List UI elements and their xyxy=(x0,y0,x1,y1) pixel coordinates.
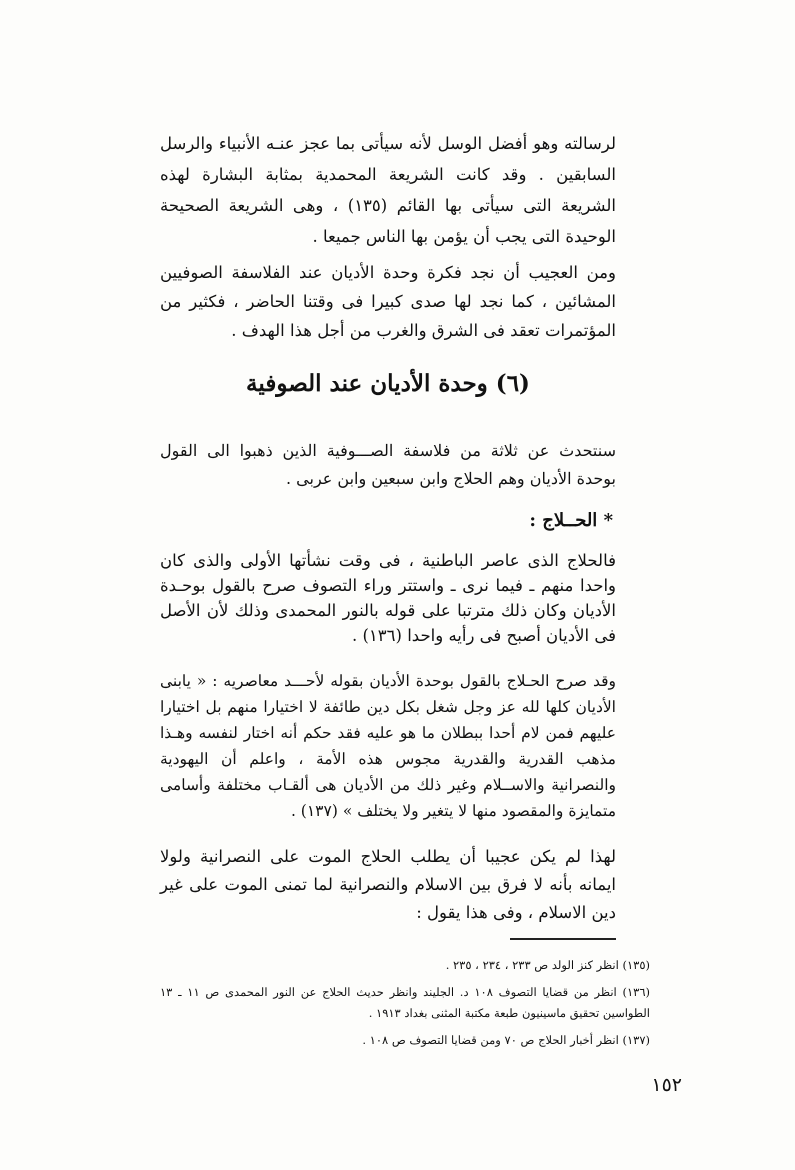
paragraph-4: فالحلاج الذى عاصر الباطنية ، فى وقت نشأتها الأولى والذى كان واحدا منهم ـ فيما نرى ـ واستتر وراء التصوف صرح بالقول بوحـدة الأديان وكان ذلك مترتبا على قوله بالنور المحمدى وذلك لأن الأصل فى الأديان أصبح فى رأيه واحدا (١٣٦) . xyxy=(160,551,616,645)
paragraph-6: لهذا لم يكن عجيبا أن يطلب الحلاج الموت على النصرانية ولولا ايمانه بأنه لا فرق بين الاسلام والنصرانية لما تمنى الموت على غير دين الاسلام ، وفى هذا يقول : xyxy=(160,847,616,922)
paragraph-3: سنتحدث عن ثلاثة من فلاسفة الصـــوفية الذين ذهبوا الى القول بوحدة الأديان وهم الحلاج وابن سبعين وابن عربى . xyxy=(160,441,616,488)
section-heading: (٦) وحدة الأديان عند الصوفية xyxy=(246,370,530,397)
footnote-135: (١٣٥) انظر كنز الولد ص ٢٣٣ ، ٢٣٤ ، ٢٣٥ . xyxy=(445,958,650,972)
footnote-divider xyxy=(510,938,616,940)
page-number: ١٥٢ xyxy=(651,1074,682,1096)
footnote-137: (١٣٧) انظر أخبار الحلاج ص ٧٠ ومن قضايا التصوف ص ١٠٨ . xyxy=(362,1033,650,1047)
paragraph-1: لرسالته وهو أفضل الوسل لأنه سيأتى بما عجز عنـه الأنبياء والرسل السابقين . وقد كانت الشريعة المحمدية بمثابة البشارة لهذه الشريعة التى سيأتى بها القائم (١٣٥) ، وهى الشريعة الصحيحة الوحيدة التى يجب أن يؤمن بها الناس جميعا . xyxy=(160,134,616,246)
footnotes xyxy=(160,955,650,1057)
paragraph-2: ومن العجيب أن نجد فكرة وحدة الأديان عند الفلاسفة الصوفيين المشائين ، كما نجد لها صدى كبيرا فى وقتنا الحاضر ، فكثير من المؤتمرات تعقد فى الشرق والغرب من أجل هذا الهدف . xyxy=(160,263,616,340)
paragraph-5-quote: وقد صرح الحـلاج بالقول بوحدة الأديان بقوله لأحـــد معاصريه : « يابنى الأديان كلها لله عز وجل شغل بكل دين طائفة لا اختيارا منهم بل اختيارا عليهم فمن لام أحدا ببطلان ما هو عليه فقد حكم أنه اختار لنفسه وهـذا مذهب القدرية والقدرية مجوس هذه الأمة ، واعلم أن اليهودية والنصرانية والاســلام وغير ذلك من الأديان هى ألقـاب مختلفة وأسامى متمايزة والمقصود منها لا يتغير ولا يختلف » (١٣٧) . xyxy=(160,672,616,820)
footnote-136: (١٣٦) انظر من قضايا التصوف ١٠٨ د. الجليند وانظر حديث الحلاج عن النور المحمدى ص ١١ ـ ١٣ الطواسين تحقيق ماسينيون طبعة مكتبة المثنى بغداد ١٩١٣ . xyxy=(160,985,650,1020)
subheading-hallaj: * الحــلاج : xyxy=(529,510,613,531)
